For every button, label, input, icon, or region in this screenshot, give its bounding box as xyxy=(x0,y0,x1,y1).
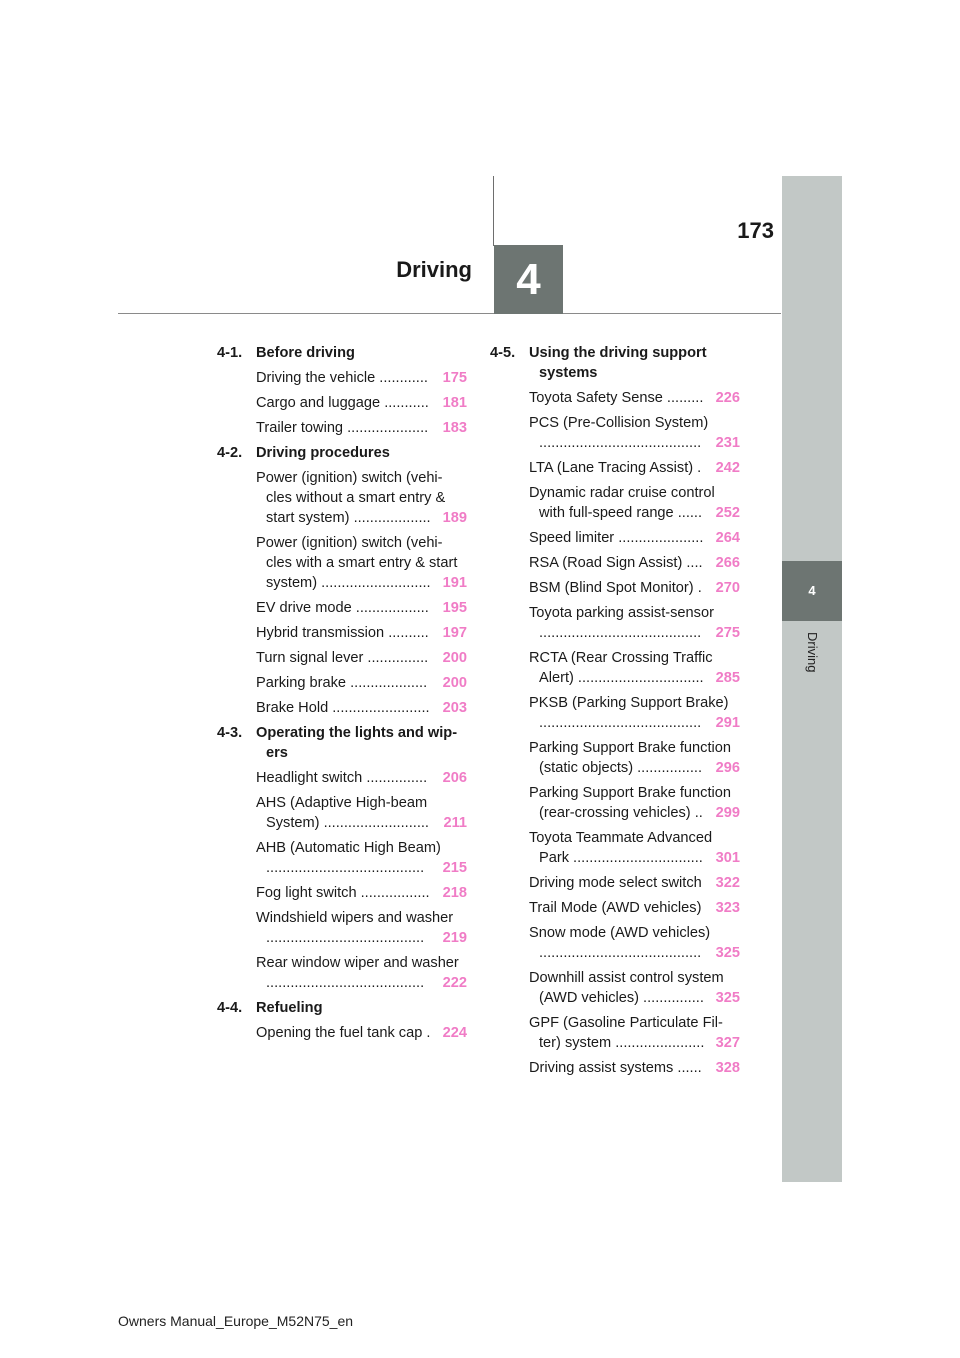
entry-text: Snow mode (AWD vehicles) xyxy=(529,925,711,941)
toc-entry[interactable] xyxy=(256,673,467,693)
toc-entry[interactable] xyxy=(529,873,740,893)
entry-text: ....................................... xyxy=(266,860,425,876)
entry-page-link[interactable]: 226 xyxy=(715,390,740,406)
entry-text: Driving assist systems ...... xyxy=(529,1060,702,1076)
entry-text: Alert) ............................... xyxy=(539,670,704,686)
toc-entry[interactable] xyxy=(256,468,467,528)
toc-entry[interactable] xyxy=(529,1013,740,1053)
chapter-number-box: 4 xyxy=(494,245,563,314)
toc-entry[interactable] xyxy=(529,458,740,478)
entry-page-link[interactable]: 200 xyxy=(442,650,467,666)
entry-page-link[interactable]: 291 xyxy=(715,715,740,731)
toc-entry[interactable] xyxy=(256,768,467,788)
toc-entry[interactable] xyxy=(529,1058,740,1078)
entry-page-link[interactable]: 301 xyxy=(715,850,740,866)
entry-page-link[interactable]: 189 xyxy=(442,510,467,526)
chapter-title: Driving xyxy=(396,257,472,282)
entry-text: Power (ignition) switch (vehi- xyxy=(256,470,443,486)
entry-text: ........................................ xyxy=(539,625,702,641)
toc-entry[interactable] xyxy=(529,528,740,548)
section-number: 4-3. xyxy=(217,725,243,741)
entry-page-link[interactable]: 195 xyxy=(442,600,467,616)
entry-text: PCS (Pre-Collision System) xyxy=(529,415,709,431)
toc-entry[interactable] xyxy=(256,908,467,948)
page-number: 173 xyxy=(737,218,774,243)
toc-entry[interactable] xyxy=(529,923,740,963)
entry-text: Driving mode select switch xyxy=(529,875,702,891)
entry-text: Windshield wipers and washer xyxy=(256,910,454,926)
toc-entry[interactable] xyxy=(529,968,740,1008)
entry-page-link[interactable]: 327 xyxy=(715,1035,740,1051)
entry-text: LTA (Lane Tracing Assist) . xyxy=(529,460,702,476)
entry-text: Parking brake ................... xyxy=(256,675,428,691)
entry-text: start system) ................... xyxy=(266,510,431,526)
toc-entry[interactable] xyxy=(529,603,740,643)
side-tab-number[interactable]: 4 xyxy=(782,561,842,621)
entry-page-link[interactable]: 325 xyxy=(715,990,740,1006)
entry-text: Downhill assist control system xyxy=(529,970,724,986)
entry-text: ....................................... xyxy=(266,975,425,991)
entry-page-link[interactable]: 215 xyxy=(442,860,467,876)
toc-entry[interactable] xyxy=(529,783,740,823)
entry-page-link[interactable]: 200 xyxy=(442,675,467,691)
entry-text: Rear window wiper and washer xyxy=(256,955,459,971)
entry-text: Toyota parking assist-sensor xyxy=(529,605,714,621)
entry-text: PKSB (Parking Support Brake) xyxy=(529,695,729,711)
entry-text: Fog light switch ................. xyxy=(256,885,430,901)
entry-page-link[interactable]: 325 xyxy=(715,945,740,961)
entry-page-link[interactable]: 270 xyxy=(715,580,740,596)
entry-text: (static objects) ................ xyxy=(539,760,703,776)
toc-entry[interactable] xyxy=(256,418,467,438)
entry-page-link[interactable]: 296 xyxy=(715,760,740,776)
entry-text: Opening the fuel tank cap . xyxy=(256,1025,431,1041)
section-title: Before driving xyxy=(256,345,355,361)
toc-entry[interactable] xyxy=(256,393,467,413)
entry-page-link[interactable]: 299 xyxy=(715,805,740,821)
entry-page-link[interactable]: 219 xyxy=(442,930,467,946)
toc-section-heading xyxy=(217,443,467,463)
toc-entry[interactable] xyxy=(529,388,740,408)
entry-page-link[interactable]: 252 xyxy=(715,505,740,521)
toc-right-column xyxy=(490,343,740,1083)
entry-page-link[interactable]: 323 xyxy=(715,900,740,916)
toc-entry[interactable] xyxy=(529,578,740,598)
entry-page-link[interactable]: 231 xyxy=(715,435,740,451)
entry-text: Parking Support Brake function xyxy=(529,785,731,801)
entry-page-link[interactable]: 224 xyxy=(442,1025,467,1041)
entry-text: Speed limiter ..................... xyxy=(529,530,704,546)
toc-entry[interactable] xyxy=(256,838,467,878)
entry-page-link[interactable]: 218 xyxy=(442,885,467,901)
toc-entry[interactable] xyxy=(256,623,467,643)
entry-page-link[interactable]: 322 xyxy=(715,875,740,891)
section-title: ers xyxy=(266,745,288,761)
toc-section-heading xyxy=(217,723,467,763)
toc-entry[interactable] xyxy=(529,693,740,733)
entry-text: Trailer towing .................... xyxy=(256,420,429,436)
footer-doc-id: Owners Manual_Europe_M52N75_en xyxy=(118,1313,354,1329)
entry-text: ....................................... xyxy=(266,930,425,946)
entry-text: Headlight switch ............... xyxy=(256,770,428,786)
entry-text: Driving the vehicle ............ xyxy=(256,370,428,386)
entry-page-link[interactable]: 264 xyxy=(715,530,740,546)
entry-text: Parking Support Brake function xyxy=(529,740,731,756)
toc-entry[interactable] xyxy=(256,648,467,668)
entry-page-link[interactable]: 211 xyxy=(443,815,467,831)
section-number: 4-1. xyxy=(217,345,243,361)
toc-entry[interactable] xyxy=(256,698,467,718)
toc-entry[interactable] xyxy=(529,483,740,523)
entry-page-link[interactable]: 191 xyxy=(442,575,467,591)
entry-page-link[interactable]: 242 xyxy=(715,460,740,476)
entry-text: System) .......................... xyxy=(266,815,429,831)
entry-text: GPF (Gasoline Particulate Fil- xyxy=(529,1015,723,1031)
entry-text: Cargo and luggage ........... xyxy=(256,395,429,411)
entry-page-link[interactable]: 183 xyxy=(442,420,467,436)
section-title: Operating the lights and wip- xyxy=(256,725,458,741)
entry-text: ........................................ xyxy=(539,435,702,451)
section-number: 4-2. xyxy=(217,445,243,461)
entry-page-link[interactable]: 285 xyxy=(715,670,740,686)
toc-section-heading xyxy=(490,343,740,383)
entry-page-link[interactable]: 275 xyxy=(715,625,740,641)
entry-text: Hybrid transmission .......... xyxy=(256,625,429,641)
entry-text: (AWD vehicles) ............... xyxy=(539,990,704,1006)
toc-entry[interactable] xyxy=(256,793,467,833)
entry-text: Power (ignition) switch (vehi- xyxy=(256,535,443,551)
entry-text: Turn signal lever ............... xyxy=(256,650,429,666)
entry-text: cles without a smart entry & xyxy=(266,490,446,506)
section-number: 4-5. xyxy=(490,345,516,361)
toc-entry[interactable] xyxy=(256,368,467,388)
toc-entry[interactable] xyxy=(256,533,467,593)
entry-page-link[interactable]: 206 xyxy=(442,770,467,786)
toc-entry[interactable] xyxy=(256,883,467,903)
entry-text: Brake Hold ........................ xyxy=(256,700,430,716)
entry-page-link[interactable]: 222 xyxy=(442,975,467,991)
entry-text: AHS (Adaptive High-beam xyxy=(256,795,428,811)
entry-text: ter) system ...................... xyxy=(539,1035,705,1051)
entry-text: RSA (Road Sign Assist) .... xyxy=(529,555,703,571)
toc-entry[interactable] xyxy=(529,553,740,573)
entry-page-link[interactable]: 197 xyxy=(442,625,467,641)
toc-section-heading xyxy=(217,998,467,1018)
entry-text: Toyota Safety Sense ......... xyxy=(529,390,704,406)
entry-text: AHB (Automatic High Beam) xyxy=(256,840,441,856)
entry-text: (rear-crossing vehicles) .. xyxy=(539,805,703,821)
toc-entry[interactable] xyxy=(529,898,740,918)
toc-entry[interactable] xyxy=(256,598,467,618)
toc-left-column xyxy=(217,343,467,1048)
toc-entry[interactable] xyxy=(529,738,740,778)
section-title: Refueling xyxy=(256,1000,323,1016)
entry-text: Toyota Teammate Advanced xyxy=(529,830,713,846)
toc-entry[interactable] xyxy=(256,953,467,993)
entry-text: EV drive mode .................. xyxy=(256,600,429,616)
toc-section-heading xyxy=(217,343,467,363)
entry-text: BSM (Blind Spot Monitor) . xyxy=(529,580,702,596)
entry-page-link[interactable]: 203 xyxy=(442,700,467,716)
entry-text: RCTA (Rear Crossing Traffic xyxy=(529,650,713,666)
side-tab-label: Driving xyxy=(805,632,820,673)
entry-page-link[interactable]: 181 xyxy=(442,395,467,411)
entry-text: ........................................ xyxy=(539,715,702,731)
section-title: systems xyxy=(539,365,598,381)
section-number: 4-4. xyxy=(217,1000,243,1016)
entry-text: system) ........................... xyxy=(266,575,431,591)
entry-page-link[interactable]: 328 xyxy=(715,1060,740,1076)
entry-text: Park ................................ xyxy=(539,850,703,866)
entry-page-link[interactable]: 175 xyxy=(442,370,467,386)
entry-text: Trail Mode (AWD vehicles) xyxy=(529,900,702,916)
toc-entry[interactable] xyxy=(529,648,740,688)
entry-text: Dynamic radar cruise control xyxy=(529,485,715,501)
header-horizontal-rule xyxy=(118,313,781,314)
toc-entry[interactable] xyxy=(256,1023,467,1043)
toc-entry[interactable] xyxy=(529,413,740,453)
entry-text: with full-speed range ...... xyxy=(539,505,703,521)
entry-text: ........................................ xyxy=(539,945,702,961)
toc-entry[interactable] xyxy=(529,828,740,868)
entry-text: cles with a smart entry & start xyxy=(266,555,458,571)
header-vertical-rule xyxy=(493,176,494,246)
section-title: Driving procedures xyxy=(256,445,390,461)
section-title: Using the driving support xyxy=(529,345,707,361)
entry-page-link[interactable]: 266 xyxy=(715,555,740,571)
